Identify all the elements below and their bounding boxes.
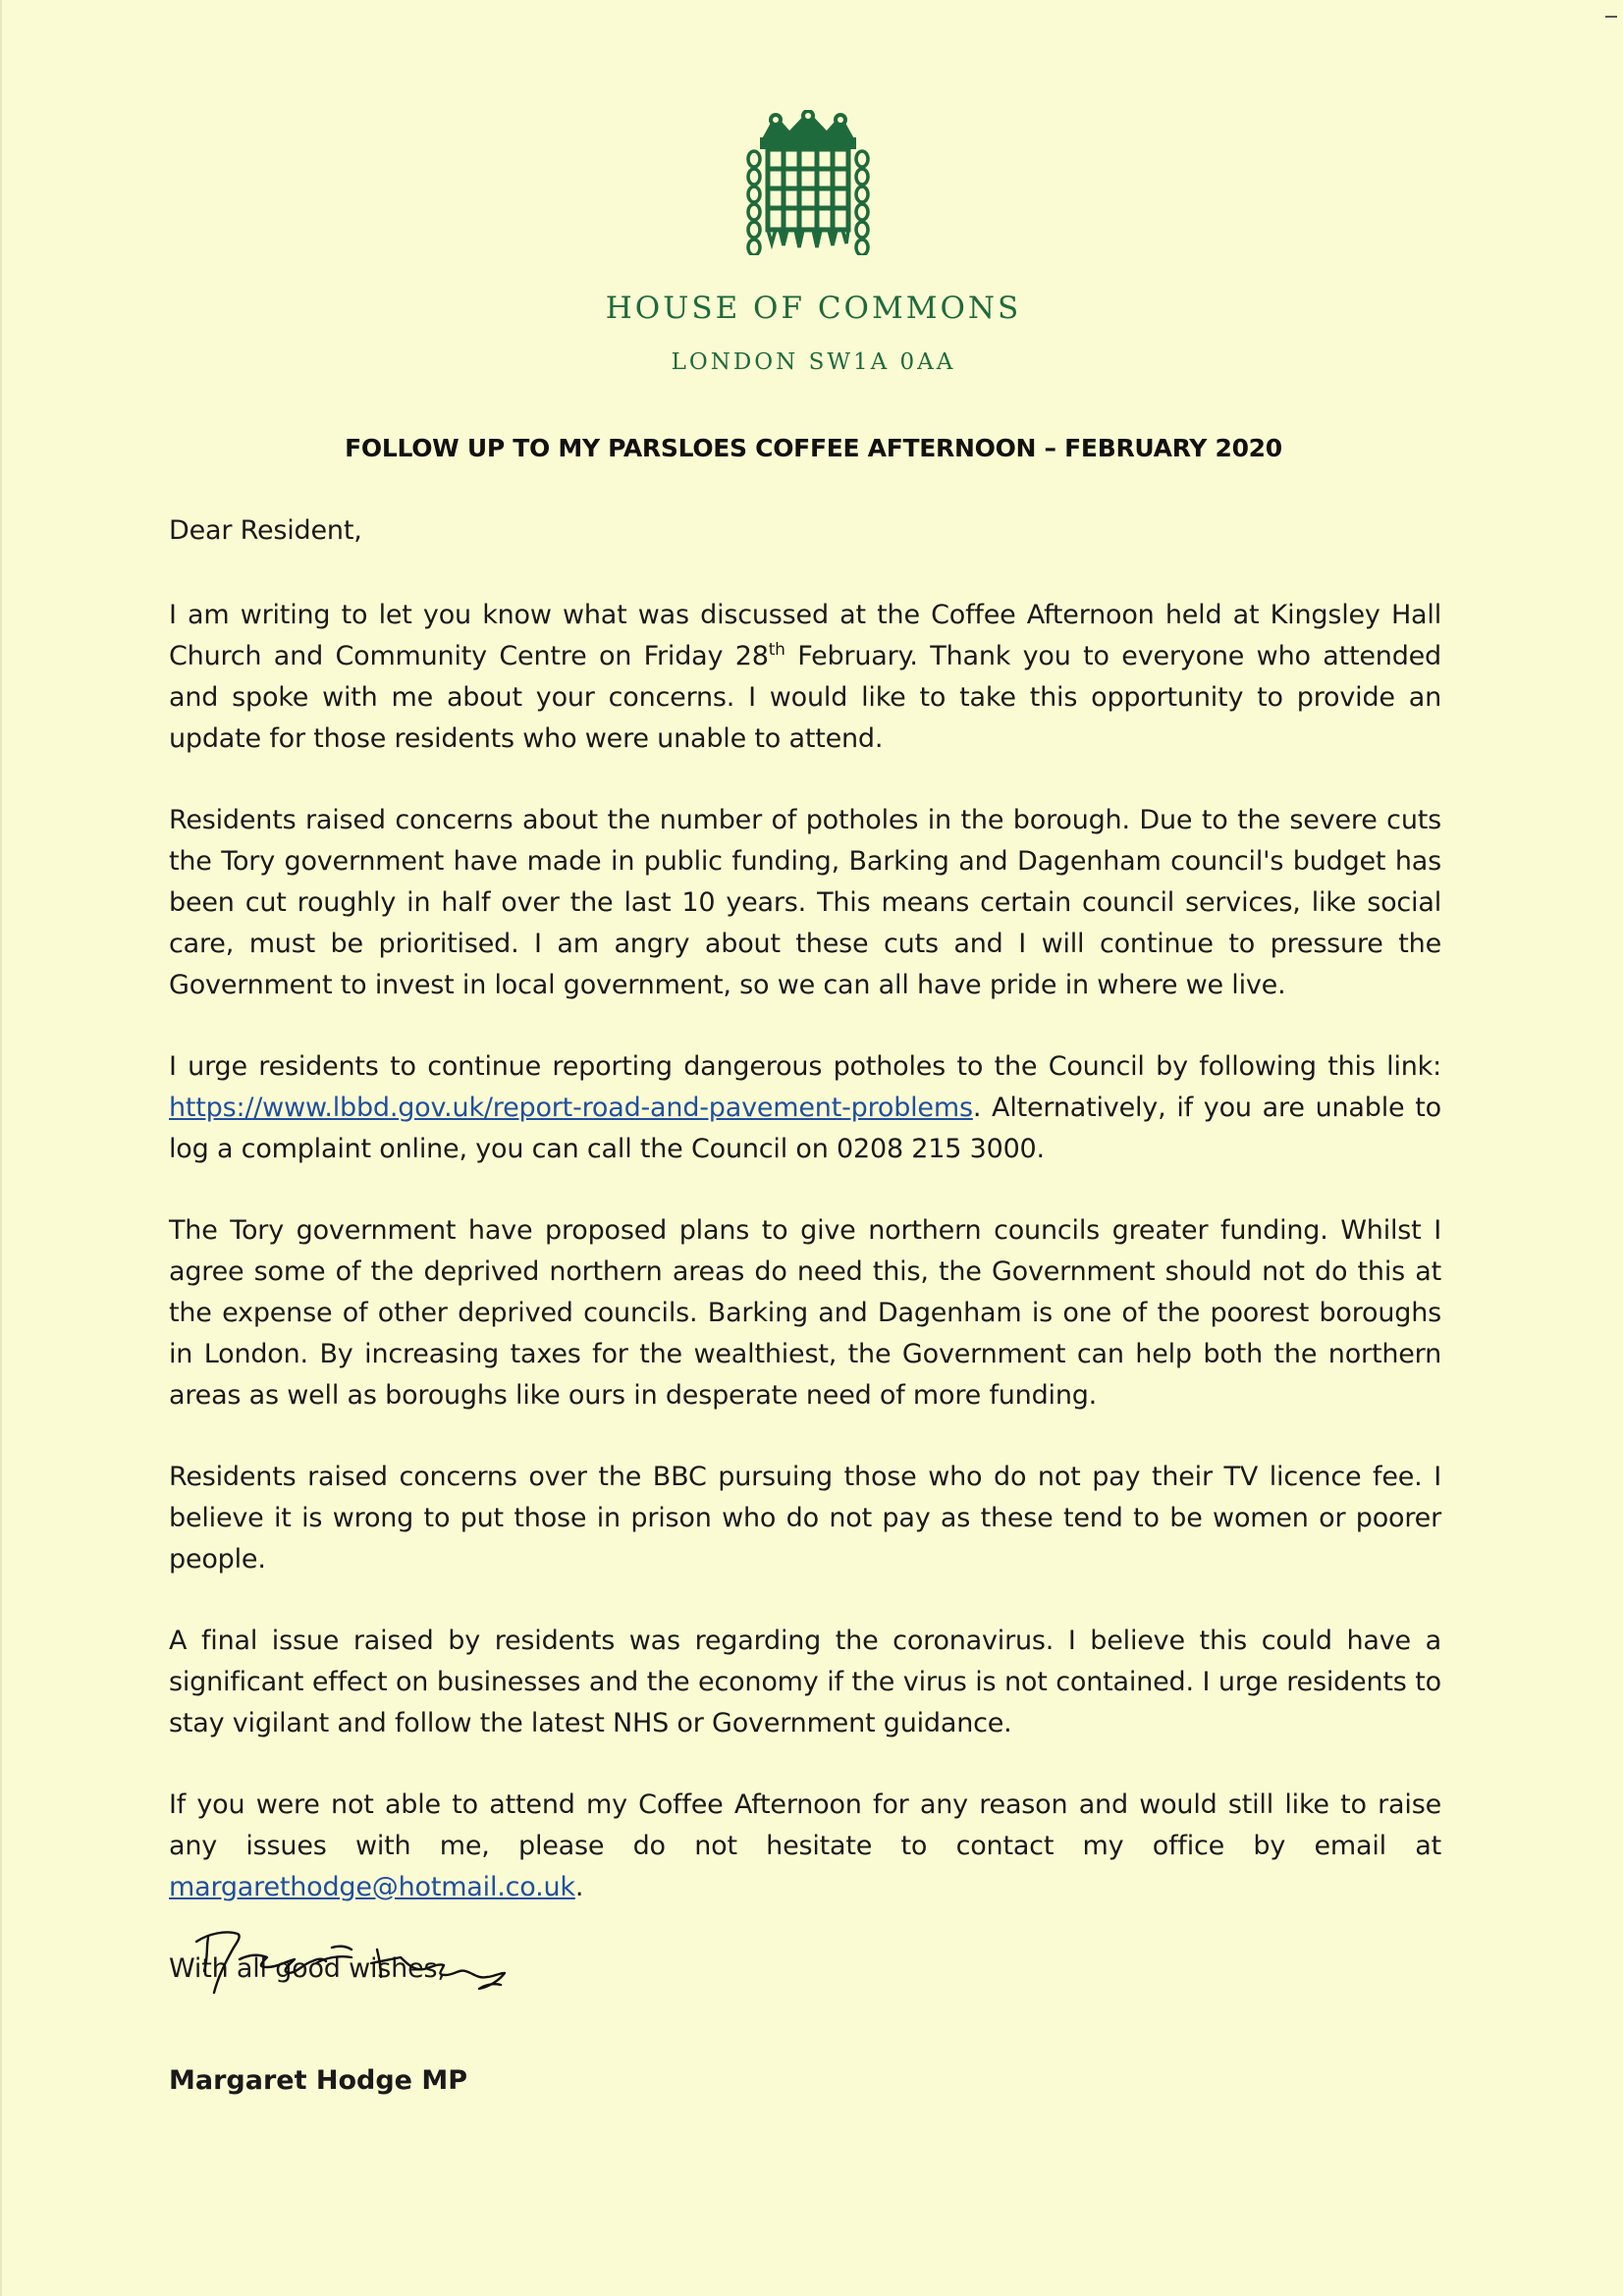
paragraph-contact — [169, 1785, 1441, 1908]
scan-corner-mark — [1605, 16, 1617, 18]
paragraph-contact-text: If you were not able to attend my Coffee Afternoon for any reason and would still like to raise any issues with me, please do not hesitate to contact my office by email at — [169, 1789, 1441, 1861]
handwritten-signature-icon — [179, 1912, 532, 2020]
letter-greeting: Dear Resident, — [169, 515, 362, 546]
council-report-link[interactable]: https://www.lbbd.gov.uk/report-road-and-pavement-problems — [169, 1093, 973, 1123]
paragraph-reporting — [169, 1046, 1441, 1170]
paragraph-intro-text-cont: February. Thank you to everyone who attended and spoke with me about your concerns. I would like to take this opportunity to provide an update for those residents who were unable to attend. — [169, 641, 1441, 754]
letter-closing: With all good wishes, — [169, 1953, 446, 1984]
paragraph-coronavirus: A final issue raised by residents was regarding the coronavirus. I believe this could have a significant effect on businesses and the economy if the virus is not contained. I urge residents to stay vigilant and follow the latest NHS or Government guidance. — [169, 1626, 1441, 1738]
institution-name: HOUSE OF COMMONS — [605, 291, 1022, 326]
paragraph-reporting-text-cont: . Alternatively, if you are unable to log a complaint online, you can call the Council on 0208 215 3000. — [169, 1093, 1441, 1164]
paragraph-funding: The Tory government have proposed plans to give northern councils greater funding. Whilst I agree some of the deprived northern areas do need this, the Government should not do this at the expense of other deprived councils. Barking and Dagenham is one of the poorest boroughs in London. By increasing taxes for the wealthiest, the Government can help both the northern areas as well as boroughs like ours in desperate need of more funding. — [169, 1215, 1441, 1411]
letter-body — [169, 510, 1441, 2030]
ordinal-suffix: th — [768, 640, 785, 660]
paragraph-reporting-text: I urge residents to continue reporting dangerous potholes to the Council by following this link: — [169, 1051, 1441, 1082]
letter-subject: FOLLOW UP TO MY PARSLOES COFFEE AFTERNOON – FEBRUARY 2020 — [345, 434, 1282, 462]
paragraph-intro-text: I am writing to let you know what was discussed at the Coffee Afternoon held at Kingsley Hall Church and Community Centre on Friday 28 — [169, 600, 1441, 671]
portcullis-crown-icon — [746, 110, 870, 255]
paragraph-intro — [169, 595, 1441, 760]
paragraph-tv-licence: Residents raised concerns over the BBC pursuing those who do not pay their TV licence fee. I believe it is wrong to put those in prison who do not pay as these tend to be women or poorer people. — [169, 1462, 1441, 1575]
paragraph-contact-end: . — [574, 1872, 584, 1902]
institution-address: LONDON SW1A 0AA — [671, 349, 956, 375]
email-link[interactable]: margarethodge@hotmail.co.uk — [169, 1872, 575, 1902]
sender-name: Margaret Hodge MP — [169, 2065, 468, 2096]
paragraph-potholes: Residents raised concerns about the number of potholes in the borough. Due to the severe cuts the Tory government have made in public funding, Barking and Dagenham council's budget has been cut roughly in half over the last 10 years. This means certain council services, like social care, must be prioritised. I am angry about these cuts and I will continue to pressure the Government to invest in local government, so we can all have pride in where we live. — [169, 805, 1441, 1000]
